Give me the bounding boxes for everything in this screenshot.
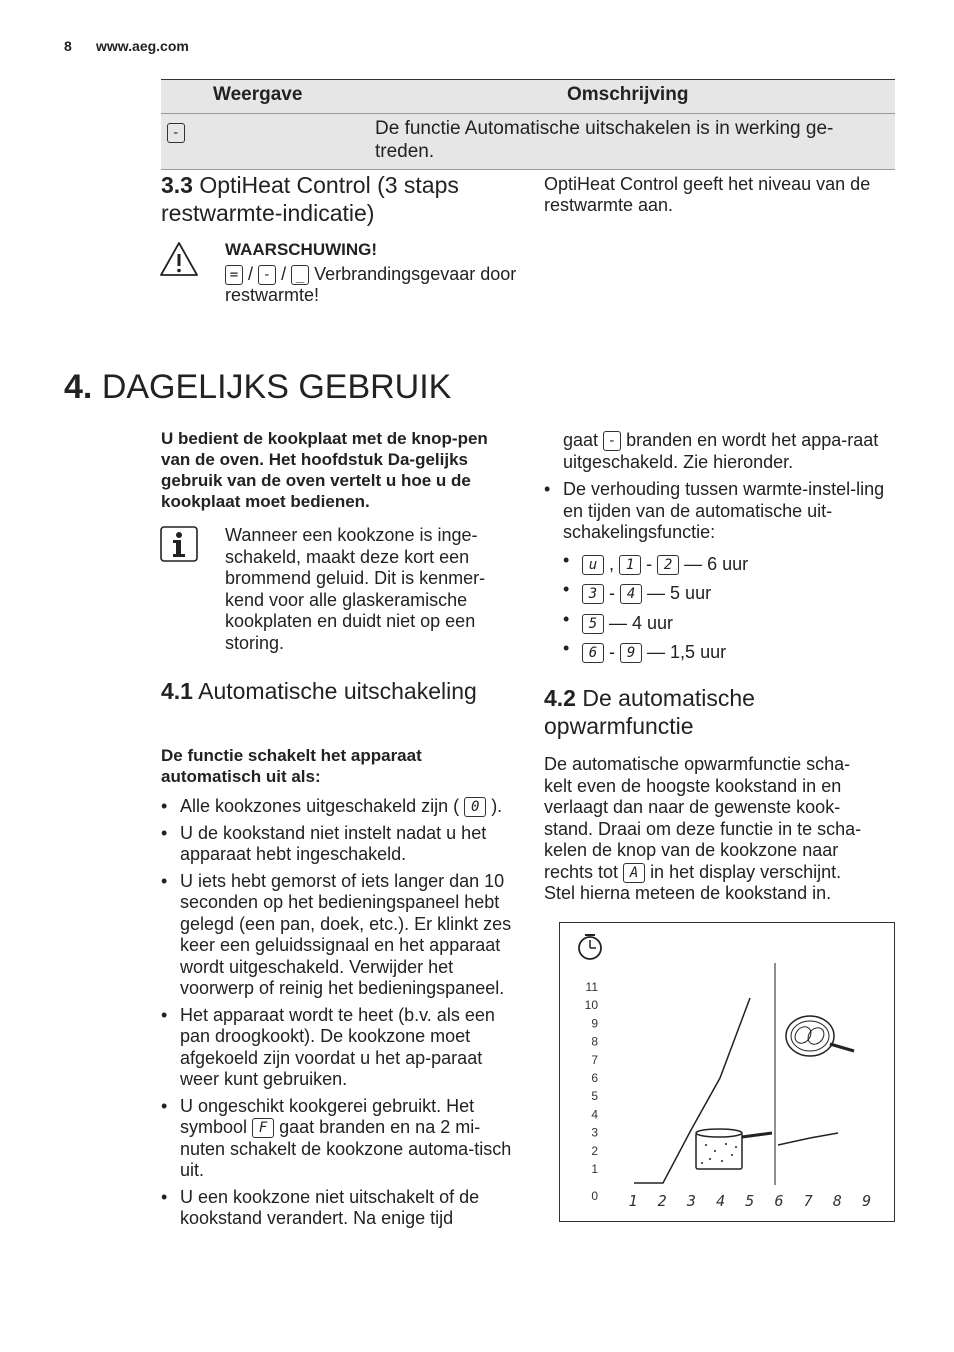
display-symbol-icon: - — [167, 123, 185, 143]
x-tick-label: 3 — [686, 1192, 696, 1210]
heat-mid-icon: - — [258, 265, 276, 285]
ratio-list — [563, 550, 896, 668]
y-tick-label: 3 — [591, 1125, 598, 1140]
x-tick-label: 5 — [745, 1192, 755, 1210]
x-tick-label: 4 — [716, 1192, 726, 1210]
ratio-item: • 3 - 4 — 5 uur — [563, 579, 896, 609]
simmer-curve — [778, 1133, 838, 1145]
list-item: • Het apparaat wordt te heet (b.v. als een pan droogkookt). De kookzone moet afgekoeld zijn voordat u het ap-paraat weer kunt gebruiken. — [161, 1005, 521, 1091]
zero-symbol-icon: 0 — [464, 797, 486, 817]
seg-symbol-icon: 1 — [619, 555, 641, 575]
preheat-figure — [559, 922, 895, 1222]
info-text: Wanneer een kookzone is inge-schakeld, maakt deze kort een brommend geluid. Dit is kenmer-kend voor alle glaskeramische kookplaten en duidt niet op een storing. — [225, 525, 486, 653]
y-tick-label: 1 — [591, 1162, 598, 1176]
x-tick-label: 9 — [862, 1192, 872, 1210]
page-number: 8 — [64, 38, 72, 54]
info-icon — [160, 526, 198, 562]
y-tick-label: 0 — [591, 1189, 598, 1203]
seg-symbol-icon: 5 — [582, 614, 604, 634]
optiheat-description: OptiHeat Control geeft het niveau van de restwarmte aan. — [544, 174, 871, 215]
list-item: • U ongeschikt kookgerei gebruikt. Het symbool F gaat branden en na 2 mi-nuten schakelt de kookzone automa-tisch uit. — [161, 1096, 521, 1182]
list-item: • U de kookstand niet instelt nadat u het apparaat hebt ingeschakeld. — [161, 823, 521, 866]
y-tick-label: 11 — [585, 980, 598, 994]
y-tick-label: 7 — [591, 1052, 598, 1067]
warning-text: = / - / _ Verbrandingsgevaar door restwarmte! — [225, 264, 517, 306]
ratio-item: • u , 1 - 2 — 6 uur — [563, 550, 896, 580]
chapter-intro: U bedient de kookplaat met de knop-pen van de oven. Het hoofdstuk Da-gelijks gebruik van de oven vertelt u hoe u de kookplaat moet bedienen. — [161, 429, 488, 511]
y-tick-label: 2 — [591, 1143, 598, 1158]
right-column — [544, 430, 896, 668]
continuation-text: gaat - branden en wordt het appa-raat uitgeschakeld. Zie hieronder. — [563, 430, 879, 472]
seg-symbol-icon: 3 — [582, 584, 604, 604]
section-4-2-heading: 4.2 De automatische opwarmfunctie — [544, 685, 755, 739]
pan-icon — [786, 1016, 854, 1056]
heat-high-icon: = — [225, 265, 243, 285]
seg-symbol-icon: 6 — [582, 643, 604, 663]
seg-symbol-icon: 2 — [657, 555, 679, 575]
row-description: De functie Automatische uitschakelen is in werking ge-treden. — [375, 118, 834, 162]
clock-icon — [579, 935, 601, 959]
y-tick-label: 5 — [591, 1089, 598, 1104]
preheat-text: De automatische opwarmfunctie scha-kelt even de hoogste kookstand in en verlaagt dan naar de gewenste kook-stand. Draai om deze functie in te scha-kelen de knop van de kookzone naar rechts tot A in het display verschijnt. Stel hierna meteen de kookstand in. — [544, 754, 862, 903]
table-header — [161, 79, 895, 114]
table-row — [161, 114, 895, 170]
list-item: • U een kookzone niet uitschakelt of de kookstand verandert. Na enige tijd — [161, 1187, 521, 1230]
y-tick-label: 8 — [591, 1034, 598, 1049]
warning-icon — [159, 240, 199, 278]
seg-symbol-icon: 4 — [620, 584, 642, 604]
warning-title: WAARSCHUWING! — [225, 240, 378, 259]
section-4-1-subtitle: De functie schakelt het apparaat automatisch uit als: — [161, 746, 422, 786]
x-tick-label: 8 — [832, 1192, 842, 1210]
a-symbol-icon: A — [623, 863, 645, 883]
f-symbol-icon: F — [252, 1118, 274, 1138]
y-tick-label: 6 — [591, 1071, 598, 1085]
website-url[interactable]: www.aeg.com — [96, 38, 189, 54]
y-tick-label: 9 — [591, 1016, 598, 1031]
y-tick-label: 10 — [584, 998, 598, 1013]
ratio-item: • 5 — 4 uur — [563, 609, 896, 639]
auto-off-list — [161, 796, 521, 1235]
x-tick-label: 6 — [774, 1192, 784, 1210]
x-tick-label: 1 — [628, 1192, 638, 1210]
header-description: Omschrijving — [567, 84, 689, 105]
x-tick-label: 7 — [803, 1192, 813, 1210]
ratio-item: • 6 - 9 — 1,5 uur — [563, 638, 896, 668]
list-item: • U iets hebt gemorst of iets langer dan 10 seconden op het bedieningspaneel hebt gelegd (een pan, doek, etc.). Er klinkt zes keer een geluidssignaal en het apparaat wordt uitgeschakeld. Verwijder het voorwerp of reinig het bedieningspaneel. — [161, 871, 521, 1000]
list-item: • Alle kookzones uitgeschakeld zijn ( 0 ). — [161, 796, 521, 818]
display-table — [161, 79, 895, 170]
header-display: Weergave — [213, 84, 303, 105]
chapter-4-heading: 4. DAGELIJKS GEBRUIK — [64, 368, 452, 406]
section-4-1-heading: 4.1 Automatische uitschakeling — [161, 678, 477, 704]
ratio-bullet: • De verhouding tussen warmte-instel-ling en tijden van de automatische uit-schakelingsfunctie: — [544, 479, 896, 544]
seg-symbol-icon: u — [582, 555, 604, 575]
section-3-3-heading: 3.3 OptiHeat Control (3 staps restwarmte-indicatie) — [161, 172, 459, 226]
heat-low-icon: _ — [291, 265, 309, 285]
x-tick-label: 2 — [657, 1192, 667, 1210]
dash-symbol-icon: - — [603, 431, 621, 451]
pot-icon — [696, 1129, 772, 1169]
y-tick-label: 4 — [591, 1107, 598, 1122]
seg-symbol-icon: 9 — [620, 643, 642, 663]
preheat-graph — [560, 923, 894, 1221]
